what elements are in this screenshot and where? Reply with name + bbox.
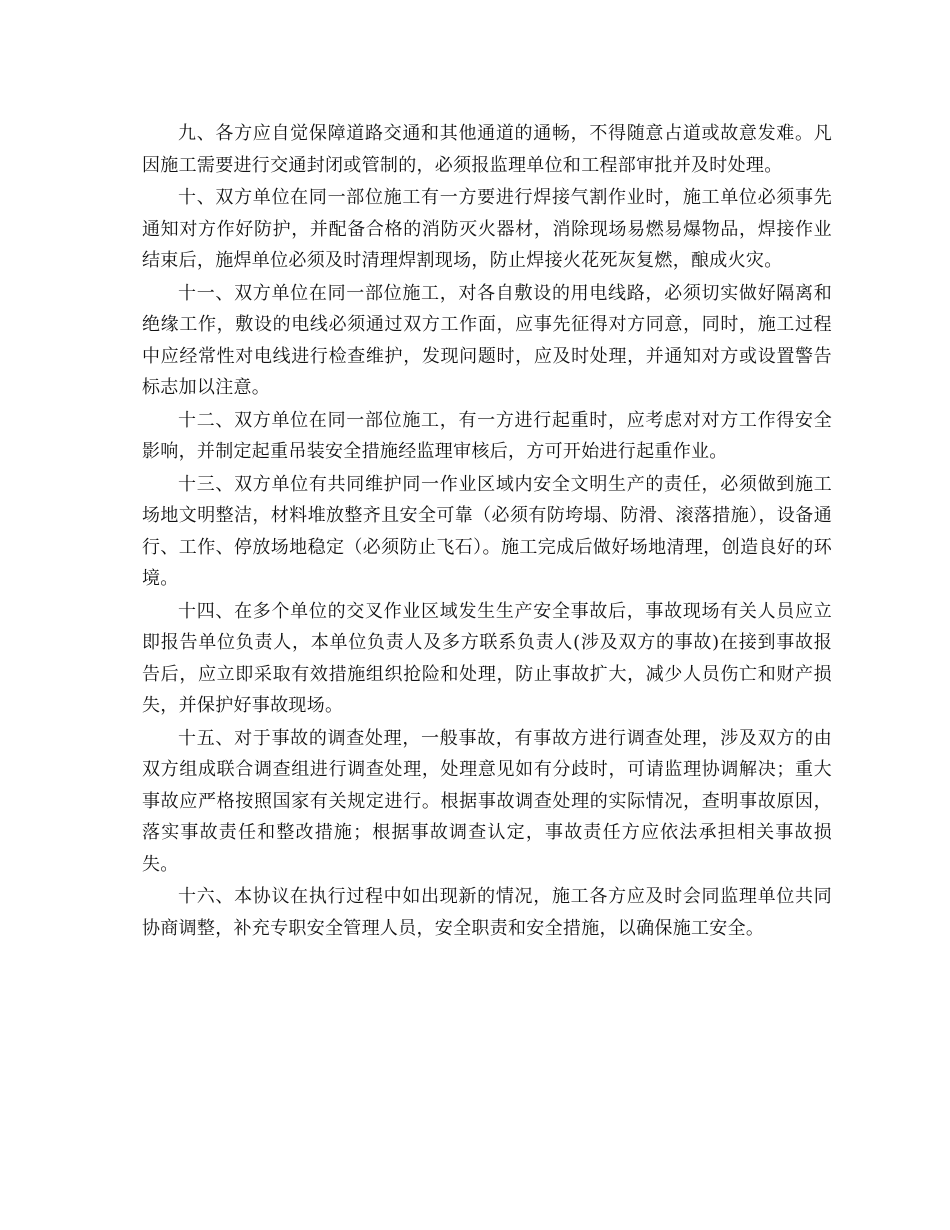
clause-11-paragraph: 十一、双方单位在同一部位施工，对各自敷设的用电线路，必须切实做好隔离和绝缘工作，敷设的电线必须通过双方工作面，应事先征得对方同意，同时，施工过程中应经常性对电线进行检查维护，发现问题时，应及时处理，并通知对方或设置警告标志加以注意。 [142,282,832,398]
clause-14-paragraph: 十四、在多个单位的交叉作业区域发生生产安全事故后，事故现场有关人员应立即报告单位负责人，本单位负责人及多方联系负责人(涉及双方的事故)在接到事故报告后，应立即采取有效措施组织抢险和处理，防止事故扩大，减少人员伤亡和财产损失，并保护好事故现场。 [142,600,832,716]
clause-9-paragraph: 九、各方应自觉保障道路交通和其他通道的通畅，不得随意占道或故意发难。凡因施工需要进行交通封闭或管制的，必须报监理单位和工程部审批并及时处理。 [142,123,832,176]
clause-15-paragraph: 十五、对于事故的调查处理，一般事故，有事故方进行调查处理，涉及双方的由双方组成联合调查组进行调查处理，处理意见如有分歧时，可请监理协调解决；重大事故应严格按照国家有关规定进行。根据事故调查处理的实际情况，查明事故原因，落实事故责任和整改措施；根据事故调查认定，事故责任方应依法承担相关事故损失。 [142,727,832,875]
document-body [142,118,832,944]
clause-16-paragraph: 十六、本协议在执行过程中如出现新的情况，施工各方应及时会同监理单位共同协商调整，补充专职安全管理人员，安全职责和安全措施，以确保施工安全。 [142,886,832,939]
clause-10-paragraph: 十、双方单位在同一部位施工有一方要进行焊接气割作业时，施工单位必须事先通知对方作好防护，并配备合格的消防灭火器材，消除现场易燃易爆物品，焊接作业结束后，施焊单位必须及时清理焊割现场，防止焊接火花死灰复燃，酿成火灾。 [142,187,832,271]
clause-13-paragraph: 十三、双方单位有共同维护同一作业区域内安全文明生产的责任，必须做到施工场地文明整洁，材料堆放整齐且安全可靠（必须有防垮塌、防滑、滚落措施），设备通行、工作、停放场地稳定（必须防止飞石）。施工完成后做好场地清理，创造良好的环境。 [142,473,832,589]
clause-12-paragraph: 十二、双方单位在同一部位施工，有一方进行起重时，应考虑对对方工作得安全影响，并制定起重吊装安全措施经监理审核后，方可开始进行起重作业。 [142,409,832,462]
